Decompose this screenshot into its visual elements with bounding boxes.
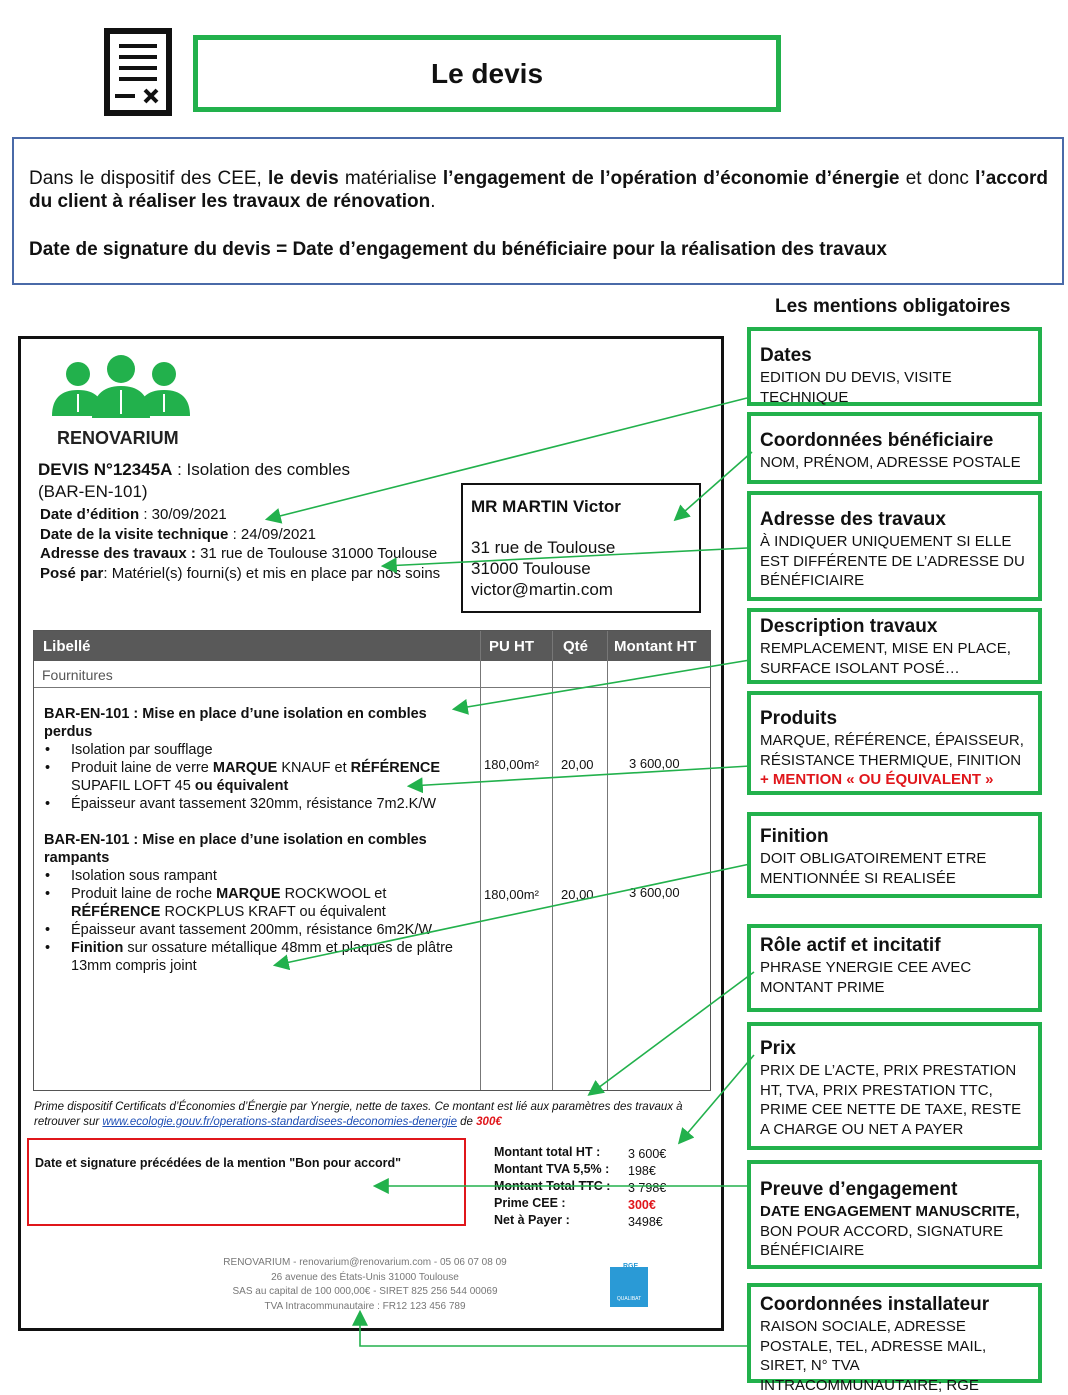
document-icon <box>103 27 173 117</box>
intro-box <box>12 137 1064 285</box>
mentions-title: Les mentions obligatoires <box>775 296 1011 317</box>
client-city: 31000 Toulouse <box>471 559 591 578</box>
signature-box: Date et signature précédées de la mention "Bon pour accord" <box>27 1138 466 1226</box>
company-name: RENOVARIUM <box>57 428 179 448</box>
item2-pu: 180,00m² <box>484 887 539 902</box>
intro-paragraph: Dans le dispositif des CEE, le devis matérialise l’engagement de l’opération d’économie d’énergie et donc l’accord du client à réaliser les travaux de rénovation. <box>29 168 1049 212</box>
mention-preuve-engagement: Preuve d’engagement DATE ENGAGEMENT MANUSCRITE, BON POUR ACCORD, SIGNATURE BÉNÉFICIAIRE <box>747 1160 1042 1269</box>
item1-montant: 3 600,00 <box>629 756 680 771</box>
rge-qualibat-logo-icon <box>609 1260 649 1308</box>
col-qte: Qté <box>563 638 589 655</box>
mention-description-travaux: Description travaux REMPLACEMENT, MISE EN PLACE, SURFACE ISOLANT POSÉ… <box>747 608 1042 684</box>
item2-montant: 3 600,00 <box>629 885 680 900</box>
svg-text:QUALIBAT: QUALIBAT <box>616 1296 642 1302</box>
mention-coordonnees-installateur: Coordonnées installateur RAISON SOCIALE, ADRESSE POSTALE, TEL, ADRESSE MAIL, SIRET, N° TVA INTRACOMMUNAUTAIRE; RGE <box>747 1283 1042 1383</box>
renovarium-logo-icon <box>48 354 194 424</box>
engagement-statement: Date de signature du devis = Date d’engagement du bénéficiaire pour la réalisation des travaux <box>29 239 887 260</box>
client-address-box <box>461 483 701 613</box>
col-libelle: Libellé <box>43 638 91 655</box>
mention-produits: Produits MARQUE, RÉFÉRENCE, ÉPAISSEUR, RÉSISTANCE THERMIQUE, FINITION + MENTION « OU ÉQUIVALENT » <box>747 691 1042 795</box>
section-fournitures: Fournitures <box>42 667 113 683</box>
table-header <box>34 631 710 661</box>
col-montant-ht: Montant HT <box>614 638 697 655</box>
mention-role-actif: Rôle actif et incitatif PHRASE YNERGIE CEE AVEC MONTANT PRIME <box>747 924 1042 1012</box>
item1-pu: 180,00m² <box>484 757 539 772</box>
mention-prix: Prix PRIX DE L’ACTE, PRIX PRESTATION HT, TVA, PRIX PRESTATION TTC, PRIME CEE NETTE DE TAXE, RESTE A CHARGE OU NET A PAYER <box>747 1022 1042 1150</box>
mention-dates: Dates EDITION DU DEVIS, VISITE TECHNIQUE <box>747 327 1042 406</box>
col-pu-ht: PU HT <box>489 638 534 655</box>
item2-qte: 20,00 <box>561 887 594 902</box>
item2-title: BAR-EN-101 : Mise en place d’une isolation en combles rampants <box>44 832 427 866</box>
client-email: victor@martin.com <box>471 580 613 599</box>
table-row: BAR-EN-101 : Mise en place d’une isolation en combles rampants • Isolation sous rampant • Produit laine de roche MARQUE ROCKWOOL et RÉFÉRENCE ROCKPLUS KRAFT ou équivalent • Épaisseur avant tassement 200mm, résistance 6m2K/W • Finition sur ossature métallique 48mm et plaques de plâtre 13mm compris joint <box>44 831 476 975</box>
devis-heading: DEVIS N°12345A : Isolation des combles (BAR-EN-101) <box>38 460 351 501</box>
client-name: MR MARTIN Victor <box>471 497 621 516</box>
item1-qte: 20,00 <box>561 757 594 772</box>
prime-note: Prime dispositif Certificats d’Économies d’Énergie par Ynergie, nette de taxes. Ce montant est lié aux paramètres des travaux à retrouver sur www.ecologie.gouv.fr/operations-standardisees-deconomies-denergie de 300€ <box>34 1101 683 1128</box>
ecologie-link[interactable]: www.ecologie.gouv.fr/operations-standardisees-deconomies-denergie <box>102 1116 457 1128</box>
table-row: BAR-EN-101 : Mise en place d’une isolation en combles perdus • Isolation par soufflage • Produit laine de verre MARQUE KNAUF et RÉFÉRENCE SUPAFIL LOFT 45 ou équivalent • Épaisseur avant tassement 320mm, résistance 7m2.K/W <box>44 705 476 813</box>
mention-adresse-travaux: Adresse des travaux À INDIQUER UNIQUEMENT SI ELLE EST DIFFÉRENTE DE L’ADRESSE DU BÉNÉFICIAIRE <box>747 491 1042 601</box>
item1-title: BAR-EN-101 : Mise en place d’une isolation en combles perdus <box>44 706 427 740</box>
client-street: 31 rue de Toulouse <box>471 538 616 557</box>
page-title: Le devis <box>193 35 781 112</box>
svg-text:RGE: RGE <box>623 1263 639 1270</box>
devis-meta: Date d’édition : 30/09/2021 Date de la visite technique : 24/09/2021 Adresse des travaux : 31 rue de Toulouse 31000 Toulouse Posé par: Matériel(s) fourni(s) et mis en place par nos soins <box>40 506 441 582</box>
mention-coordonnees-beneficiaire: Coordonnées bénéficiaire NOM, PRÉNOM, ADRESSE POSTALE <box>747 412 1042 484</box>
mention-finition: Finition DOIT OBLIGATOIREMENT ETRE MENTIONNÉE SI REALISÉE <box>747 812 1042 898</box>
devis-footer: RENOVARIUM - renovarium@renovarium.com - 05 06 07 08 09 26 avenue des États-Unis 31000 Toulouse SAS au capital de 100 000,00€ - SIRET 825 256 544 00069 TVA Intracommunautaire : FR12 123 456 789 <box>223 1257 507 1312</box>
